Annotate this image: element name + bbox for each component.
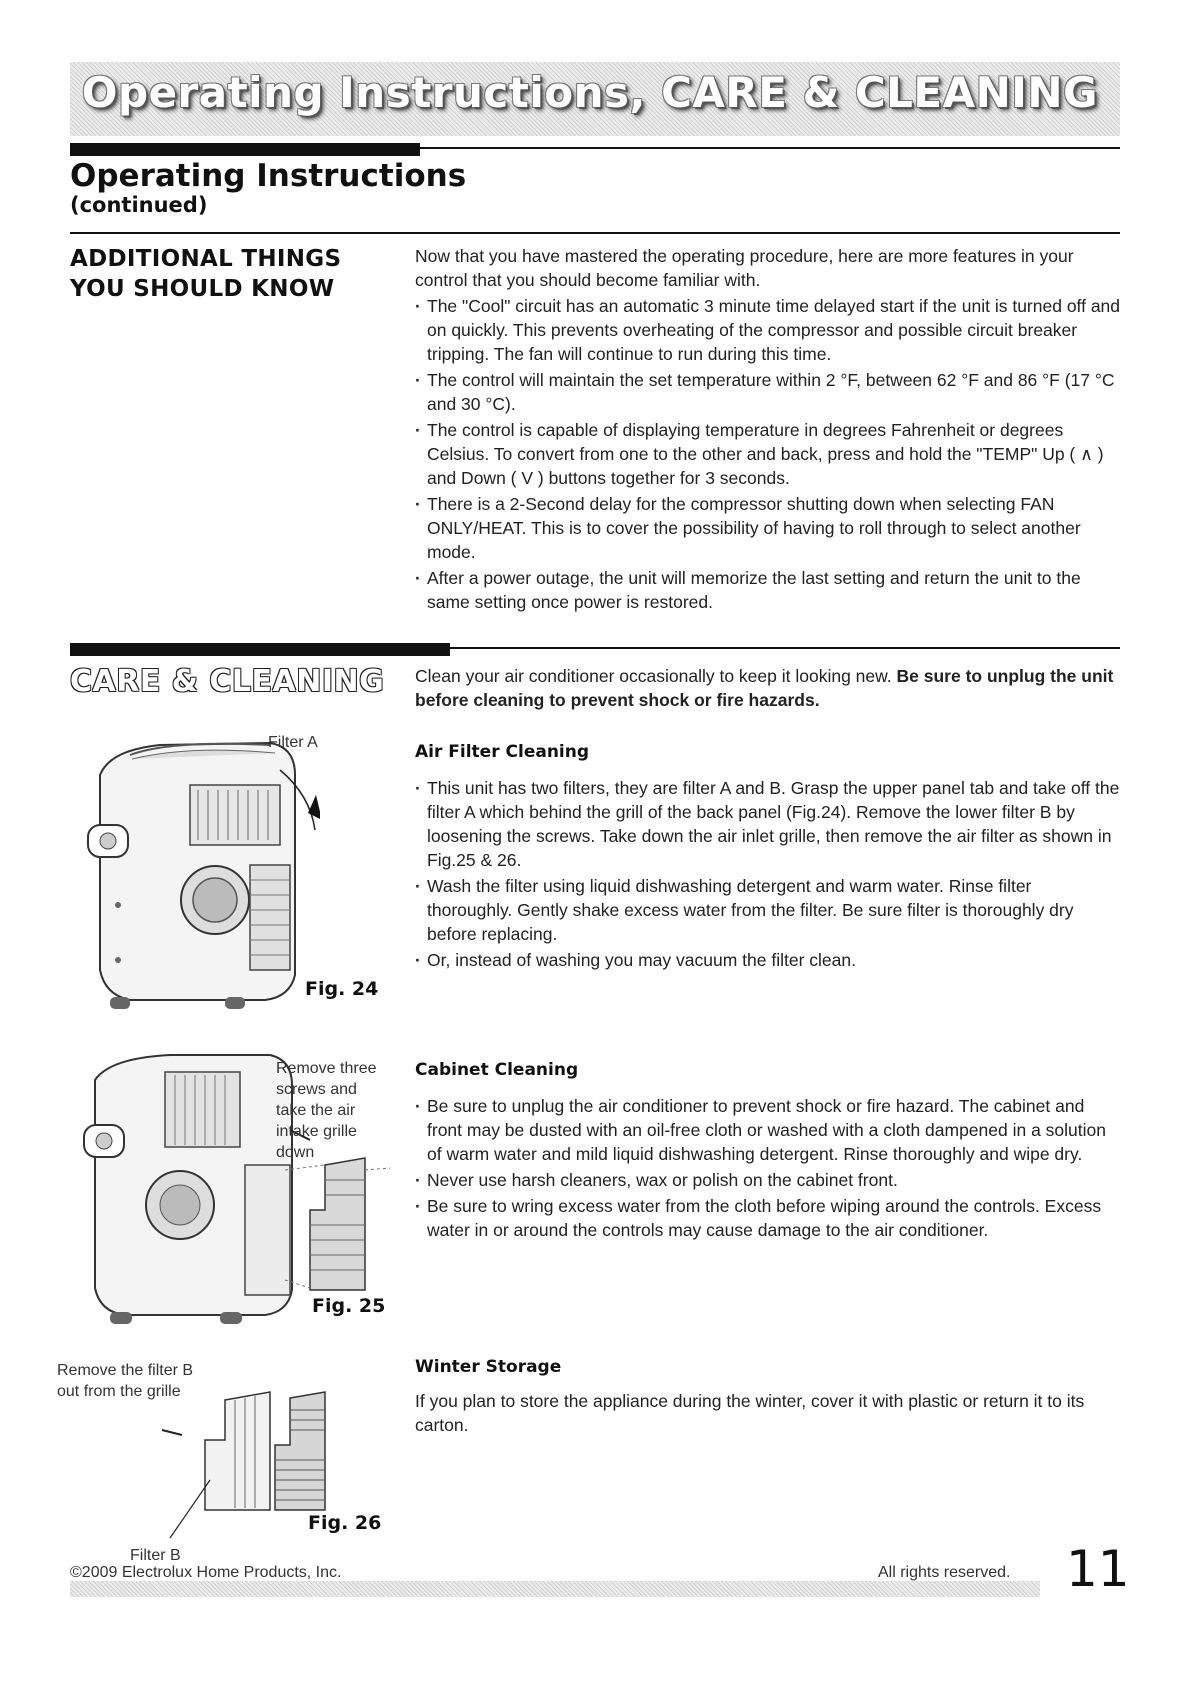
air-filter-list (415, 774, 1120, 974)
fig25-caption (276, 1058, 386, 1163)
list-item: · The control is capable of displaying temperature in degrees Fahrenheit or degrees Celsius. To convert from one to the other and back, press and hold the "TEMP" Up ( ∧ ) and Down ( V ) buttons together for 3 seconds. (415, 418, 1125, 490)
list-item: · After a power outage, the unit will memorize the last setting and return the unit to the same setting once power is restored. (415, 566, 1125, 614)
section-bar-thin (450, 647, 1120, 649)
fig26-label: Fig. 26 (308, 1512, 382, 1534)
list-item: · This unit has two filters, they are filter A and B. Grasp the upper panel tab and take off the filter A which behind the grill of the back panel (Fig.24). Remove the lower filter B by loosening the screws. Take down the air inlet grille, then remove the air filter as shown in Fig.25 & 26. (415, 776, 1120, 872)
side-heading (70, 244, 390, 304)
winter-heading: Winter Storage (415, 1357, 562, 1377)
intake-grille-icon (310, 1158, 365, 1290)
cabinet-list (415, 1092, 1120, 1244)
care-intro-text: Clean your air conditioner occasionally to keep it looking new. (415, 666, 897, 686)
winter-text: If you plan to store the appliance during the winter, cover it with plastic or return it to its carton. (415, 1391, 1085, 1435)
list-item: · Or, instead of washing you may vacuum the filter clean. (415, 948, 1120, 972)
list-item: · Wash the filter using liquid dishwashing detergent and warm water. Rinse filter thoroughly. Gently shake excess water from the filter. Be sure filter is thoroughly dry before replacing. (415, 874, 1120, 946)
caption-line: take the air (276, 1102, 356, 1119)
list-item: · Be sure to wring excess water from the cloth before wiping around the controls. Excess water in or around the controls may cause damage to the air conditioner. (415, 1194, 1120, 1242)
caption-line: screws and (276, 1081, 357, 1098)
filter-b-label: Filter B (130, 1547, 181, 1564)
divider (70, 232, 1120, 234)
operating-body (415, 244, 1125, 616)
rights-reserved: All rights reserved. (878, 1564, 1011, 1581)
section-bar-thick (70, 143, 420, 156)
header-banner (70, 62, 1120, 136)
side-heading-line: YOU SHOULD KNOW (70, 276, 335, 302)
intro-paragraph: Now that you have mastered the operating procedure, here are more features in your control that you should become familiar with. (415, 246, 1074, 290)
caption-line: Remove three (276, 1060, 377, 1077)
fig24-label: Fig. 24 (305, 978, 379, 1000)
filter-b-illustration (110, 1380, 340, 1540)
section-bar-thick (70, 643, 450, 656)
ac-unit-back-illustration (70, 735, 320, 1025)
caption-line: out from the grille (57, 1383, 181, 1400)
list-item: · There is a 2-Second delay for the compressor shutting down when selecting FAN ONLY/HEAT. This is to cover the possibility of having to roll through to select another mode. (415, 492, 1125, 564)
list-item: · The "Cool" circuit has an automatic 3 minute time delayed start if the unit is turned off and on quickly. This prevents overheating of the compressor and possible circuit breaker tripping. The fan will continue to run during this time. (415, 294, 1125, 366)
banner-title: Operating Instructions, CARE & CLEANING (81, 68, 1098, 117)
fig25-label: Fig. 25 (312, 1295, 386, 1317)
section-bar-thin (420, 147, 1120, 149)
care-intro (415, 664, 1120, 712)
fig24-caption: Filter A (268, 734, 318, 751)
page-number: 11 (1066, 1540, 1130, 1598)
list-item: · Never use harsh cleaners, wax or polish on the cabinet front. (415, 1168, 1120, 1192)
list-item: · The control will maintain the set temperature within 2 °F, between 62 °F and 86 °F (17 °C and 30 °C). (415, 368, 1125, 416)
cabinet-heading: Cabinet Cleaning (415, 1060, 579, 1080)
side-heading-line: ADDITIONAL THINGS (70, 246, 342, 272)
grille-frame-icon (205, 1392, 270, 1510)
caption-line: down (276, 1144, 315, 1161)
care-title: CARE & CLEANING (70, 664, 385, 699)
filter-b-icon (275, 1392, 325, 1510)
list-item: · Be sure to unplug the air conditioner to prevent shock or fire hazard. The cabinet and front may be dusted with an oil-free cloth or washed with a cloth dampened in a solution of warm water and mild liquid dishwashing detergent. Rinse thoroughly and wipe dry. (415, 1094, 1120, 1166)
section-title: Operating Instructions (70, 158, 467, 194)
footer-bar (70, 1581, 1040, 1597)
caption-line: Remove the filter B (57, 1362, 194, 1379)
section-subtitle: (continued) (70, 193, 208, 217)
care-warning: Be sure to unplug the unit before cleaning to prevent shock or fire hazards. (415, 666, 1114, 710)
air-filter-heading: Air Filter Cleaning (415, 742, 590, 762)
caption-line: intake grille (276, 1123, 357, 1140)
copyright: ©2009 Electrolux Home Products, Inc. (70, 1564, 342, 1581)
